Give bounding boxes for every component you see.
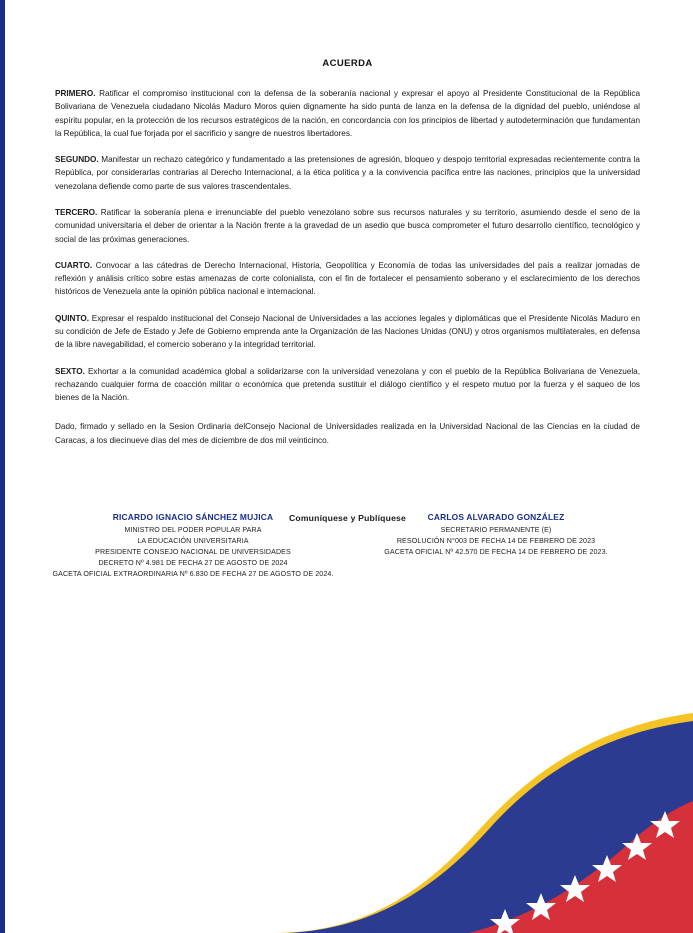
clause-lead: PRIMERO. bbox=[55, 89, 96, 98]
closing-paragraph: Dado, firmado y sellado en la Sesion Ordinaria delConsejo Nacional de Universidades realizada en la Universidad Nacional de las Ciencias en la ciudad de Caracas, a los diecinueve días del mes de diciembre de dos mil veinticinco. bbox=[55, 422, 640, 445]
signature-block-president bbox=[43, 512, 343, 580]
signature-name: CARLOS ALVARADO GONZÁLEZ bbox=[427, 512, 565, 522]
clause-paragraph bbox=[55, 312, 640, 352]
clause-lead: SEXTO. bbox=[55, 366, 85, 376]
clause-text: Manifestar un rechazo categórico y fundamentado a las pretensiones de agresión, bloqueo y despojo territorial expresadas recientemente contra la República, por considerarlas contrarias al Derecho Internacional, a la ética política y a la convivencia pacífica entre las naciones, principios que la universidad venezolana defiende como parte de sus valores trascendentales. bbox=[55, 155, 640, 191]
clause-lead: CUARTO. bbox=[55, 260, 93, 270]
signature-detail: GACETA OFICIAL EXTRAORDINARIA Nº 6.830 DE FECHA 27 DE AGOSTO DE 2024. bbox=[52, 569, 334, 578]
signature-detail: RESOLUCIÓN N°003 DE FECHA 14 DE FEBRERO DE 2023 bbox=[396, 536, 596, 545]
signature-detail: MINISTRO DEL PODER POPULAR PARA bbox=[124, 526, 262, 534]
clause-lead: SEGUNDO. bbox=[55, 155, 99, 165]
signature-detail: PRESIDENTE CONSEJO NACIONAL DE UNIVERSIDADES bbox=[95, 547, 291, 556]
clause-lead: QUINTO. bbox=[55, 313, 89, 323]
signature-detail: LA EDUCACIÓN UNIVERSITARIA bbox=[137, 536, 249, 545]
clause-paragraph bbox=[55, 365, 640, 405]
clause-text: Ratificar la soberanía plena e irrenunciable del pueblo venezolano sobre sus recursos naturales y su territorio, asumiendo desde el seno de la comunidad universitaria el deber de orientar a la Nación frente a la gravedad de un asedio que busca comprometer el futuro desarrollo científico, tecnológico y social de las próximas generaciones. bbox=[55, 207, 640, 244]
clause-paragraph bbox=[55, 87, 640, 140]
clause-text: Ratificar el compromiso institucional con la defensa de la soberanía nacional y expresar el apoyo al Presidente Constitucional de la República Bolivariana de Venezuela ciudadano Nicolás Maduro Moros quien dignamente ha sido punta de lanza en la defensa de la dignidad del pueblo, uniéndose al espíritu popular, en la protección de los recursos estratégicos de la nación, en concordancia con los principios de libertad y autodeterminación que fundamentan la República, la cual fue forjada por el sacrificio y sangre de nuestros libertadores. bbox=[55, 89, 640, 138]
page-title: ACUERDA bbox=[322, 58, 373, 69]
flag-ribbon-decoration bbox=[273, 713, 693, 933]
signature-detail: GACETA OFICIAL Nº 42.570 DE FECHA 14 DE FEBRERO DE 2023. bbox=[384, 547, 608, 556]
left-accent-bar bbox=[0, 0, 5, 933]
comuniquese-line: Comuníquese y Publíquese bbox=[288, 512, 407, 523]
clause-text: Exhortar a la comunidad académica global a solidarizarse con la universidad venezolana y con el pueblo de la República Bolivariana de Venezuela, rechazando cualquier forma de coacción militar o económica que pretenda sustituir el diálogo científico y el respeto mutuo por la fuerza y el saqueo de los bienes de la Nación. bbox=[55, 366, 640, 403]
signature-detail: DECRETO Nº 4.981 DE FECHA 27 DE AGOSTO DE 2024 bbox=[98, 558, 288, 567]
signature-area bbox=[52, 512, 640, 580]
signature-detail: SECRETARIO PERMANENTE (E) bbox=[440, 526, 552, 534]
clause-paragraph bbox=[55, 259, 640, 299]
clause-paragraph bbox=[55, 206, 640, 246]
clause-paragraph bbox=[55, 153, 640, 193]
clause-text: Expresar el respaldo institucional del Consejo Nacional de Universidades a las acciones legales y diplomáticas que el Presidente Nicolás Maduro en su condición de Jefe de Estado y Jefe de Gobierno emprenda ante la Organización de las Naciones Unidas (ONU) y otros organismos multilaterales, en defensa de la libre navegabilidad, el comercio soberano y la integridad territorial. bbox=[55, 313, 640, 350]
signature-block-secretary bbox=[346, 512, 646, 580]
document-body bbox=[55, 58, 640, 523]
clause-lead: TERCERO. bbox=[55, 207, 98, 217]
clause-text: Convocar a las cátedras de Derecho Internacional, Historia, Geopolítica y Economía de todas las universidades del país a realizar jornadas de reflexión y análisis crítico sobre estas amenazas de corte colonialista, con el fin de fortalecer el pensamiento soberano y el esclarecimiento de los derechos históricos de Venezuela ante la opinión pública nacional e internacional. bbox=[55, 260, 640, 297]
signature-name: RICARDO IGNACIO SÁNCHEZ MUJICA bbox=[112, 512, 274, 522]
